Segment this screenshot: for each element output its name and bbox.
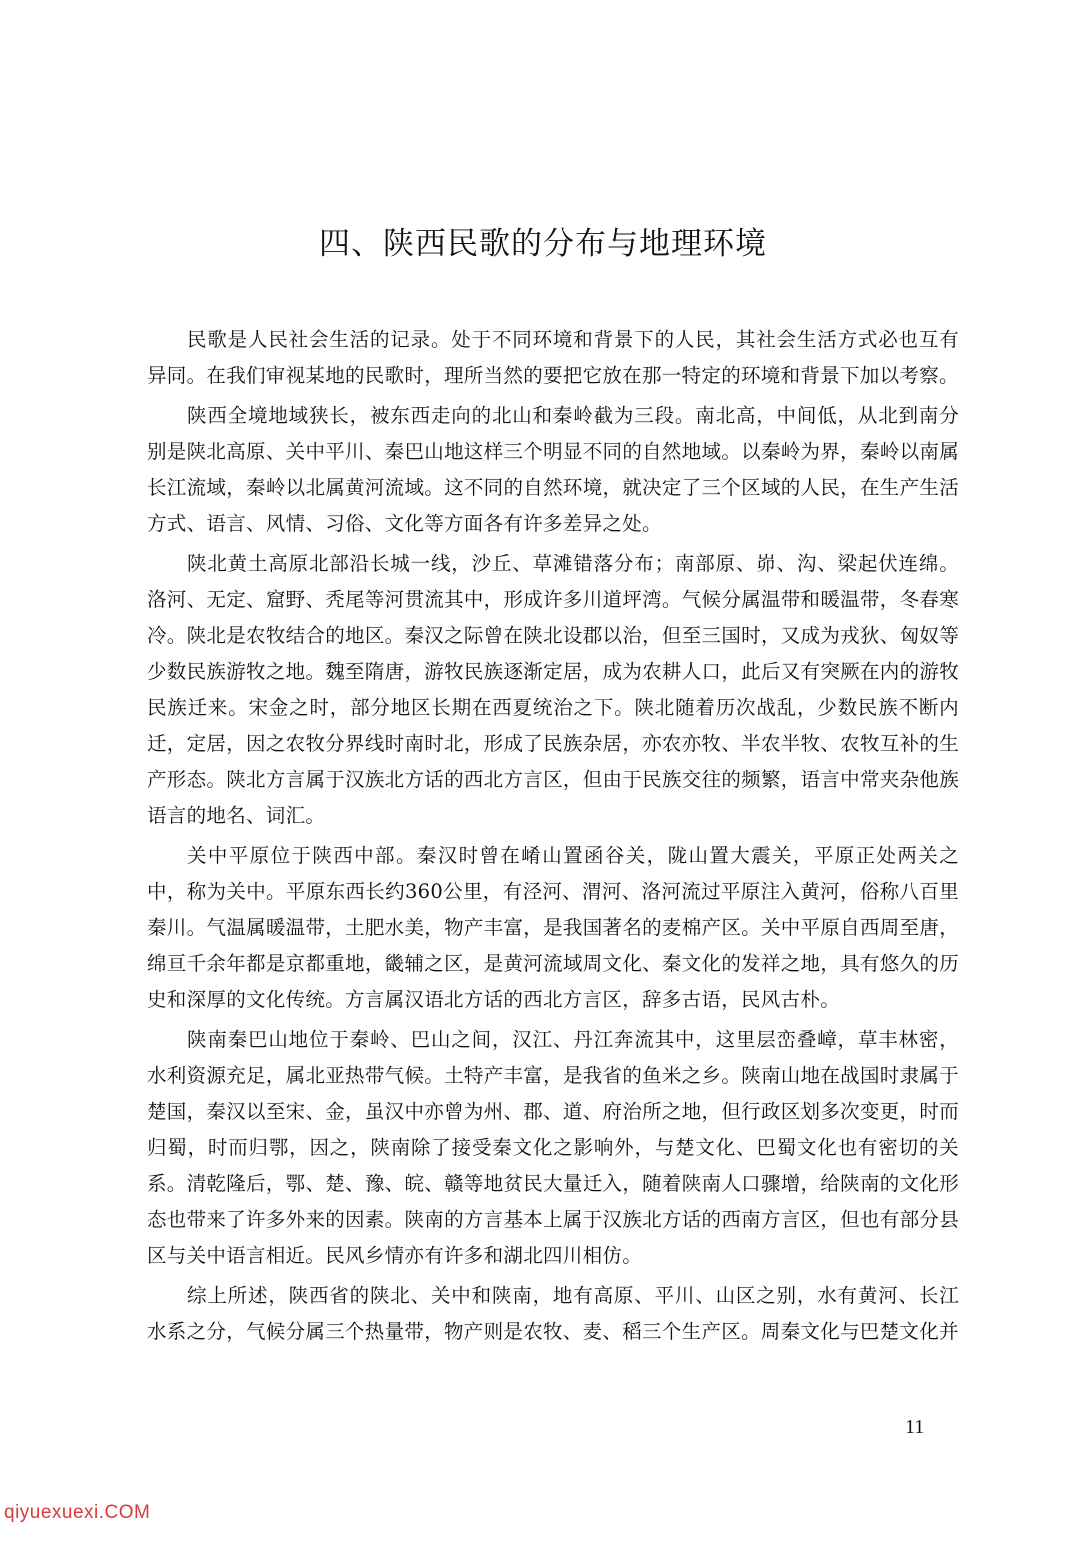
paragraph: 关中平原位于陕西中部。秦汉时曾在崤山置函谷关，陇山置大震关，平原正处两关之中，称为关中。平原东西长约360公里，有泾河、渭河、洛河流过平原注入黄河，俗称八百里秦川。气温属暖温带，土肥水美，物产丰富，是我国著名的麦棉产区。关中平原自西周至唐，绵亘千余年都是京都重地，畿辅之区，是黄河流域周文化、秦文化的发祥之地，具有悠久的历史和深厚的文化传统。方言属汉语北方话的西北方言区，辞多古语，民风古朴。 <box>147 844 959 1011</box>
site-watermark: qiyuexuexi.COM <box>4 1502 151 1523</box>
page-number: 11 <box>905 1416 925 1438</box>
paragraph: 陕西全境地域狭长，被东西走向的北山和秦岭截为三段。南北高，中间低，从北到南分别是陕北高原、关中平川、秦巴山地这样三个明显不同的自然地域。以秦岭为界，秦岭以南属长江流域，秦岭以北属黄河流域。这不同的自然环境，就决定了三个区域的人民，在生产生活方式、语言、风情、习俗、文化等方面各有许多差异之处。 <box>147 404 959 535</box>
paragraph: 民歌是人民社会生活的记录。处于不同环境和背景下的人民，其社会生活方式必也互有异同。在我们审视某地的民歌时，理所当然的要把它放在那一特定的环境和背景下加以考察。 <box>147 328 959 387</box>
body-text <box>147 322 959 1354</box>
paragraph: 陕北黄土高原北部沿长城一线，沙丘、草滩错落分布；南部原、峁、沟、梁起伏连绵。洛河、无定、窟野、秃尾等河贯流其中，形成许多川道坪湾。气候分属温带和暖温带，冬春寒冷。陕北是农牧结合的地区。秦汉之际曾在陕北设郡以治，但至三国时，又成为戎狄、匈奴等少数民族游牧之地。魏至隋唐，游牧民族逐渐定居，成为农耕人口，此后又有突厥在内的游牧民族迁来。宋金之时，部分地区长期在西夏统治之下。陕北随着历次战乱，少数民族不断内迁，定居，因之农牧分界线时南时北，形成了民族杂居，亦农亦牧、半农半牧、农牧互补的生产形态。陕北方言属于汉族北方话的西北方言区，但由于民族交往的频繁，语言中常夹杂他族语言的地名、词汇。 <box>147 552 959 827</box>
paragraph: 陕南秦巴山地位于秦岭、巴山之间，汉江、丹江奔流其中，这里层峦叠嶂，草丰林密，水利资源充足，属北亚热带气候。土特产丰富，是我省的鱼米之乡。陕南山地在战国时隶属于楚国，秦汉以至宋、金，虽汉中亦曾为州、郡、道、府治所之地，但行政区划多次变更，时而归蜀，时而归鄂，因之，陕南除了接受秦文化之影响外，与楚文化、巴蜀文化也有密切的关系。清乾隆后，鄂、楚、豫、皖、赣等地贫民大量迁入，随着陕南人口骤增，给陕南的文化形态也带来了许多外来的因素。陕南的方言基本上属于汉族北方话的西南方言区，但也有部分县区与关中语言相近。民风乡情亦有许多和湖北四川相仿。 <box>147 1028 959 1267</box>
chapter-title: 四、陕西民歌的分布与地理环境 <box>319 226 767 262</box>
paragraph: 综上所述，陕西省的陕北、关中和陕南，地有高原、平川、山区之别，水有黄河、长江水系之分，气候分属三个热量带，物产则是农牧、麦、稻三个生产区。周秦文化与巴楚文化并 <box>147 1284 959 1343</box>
